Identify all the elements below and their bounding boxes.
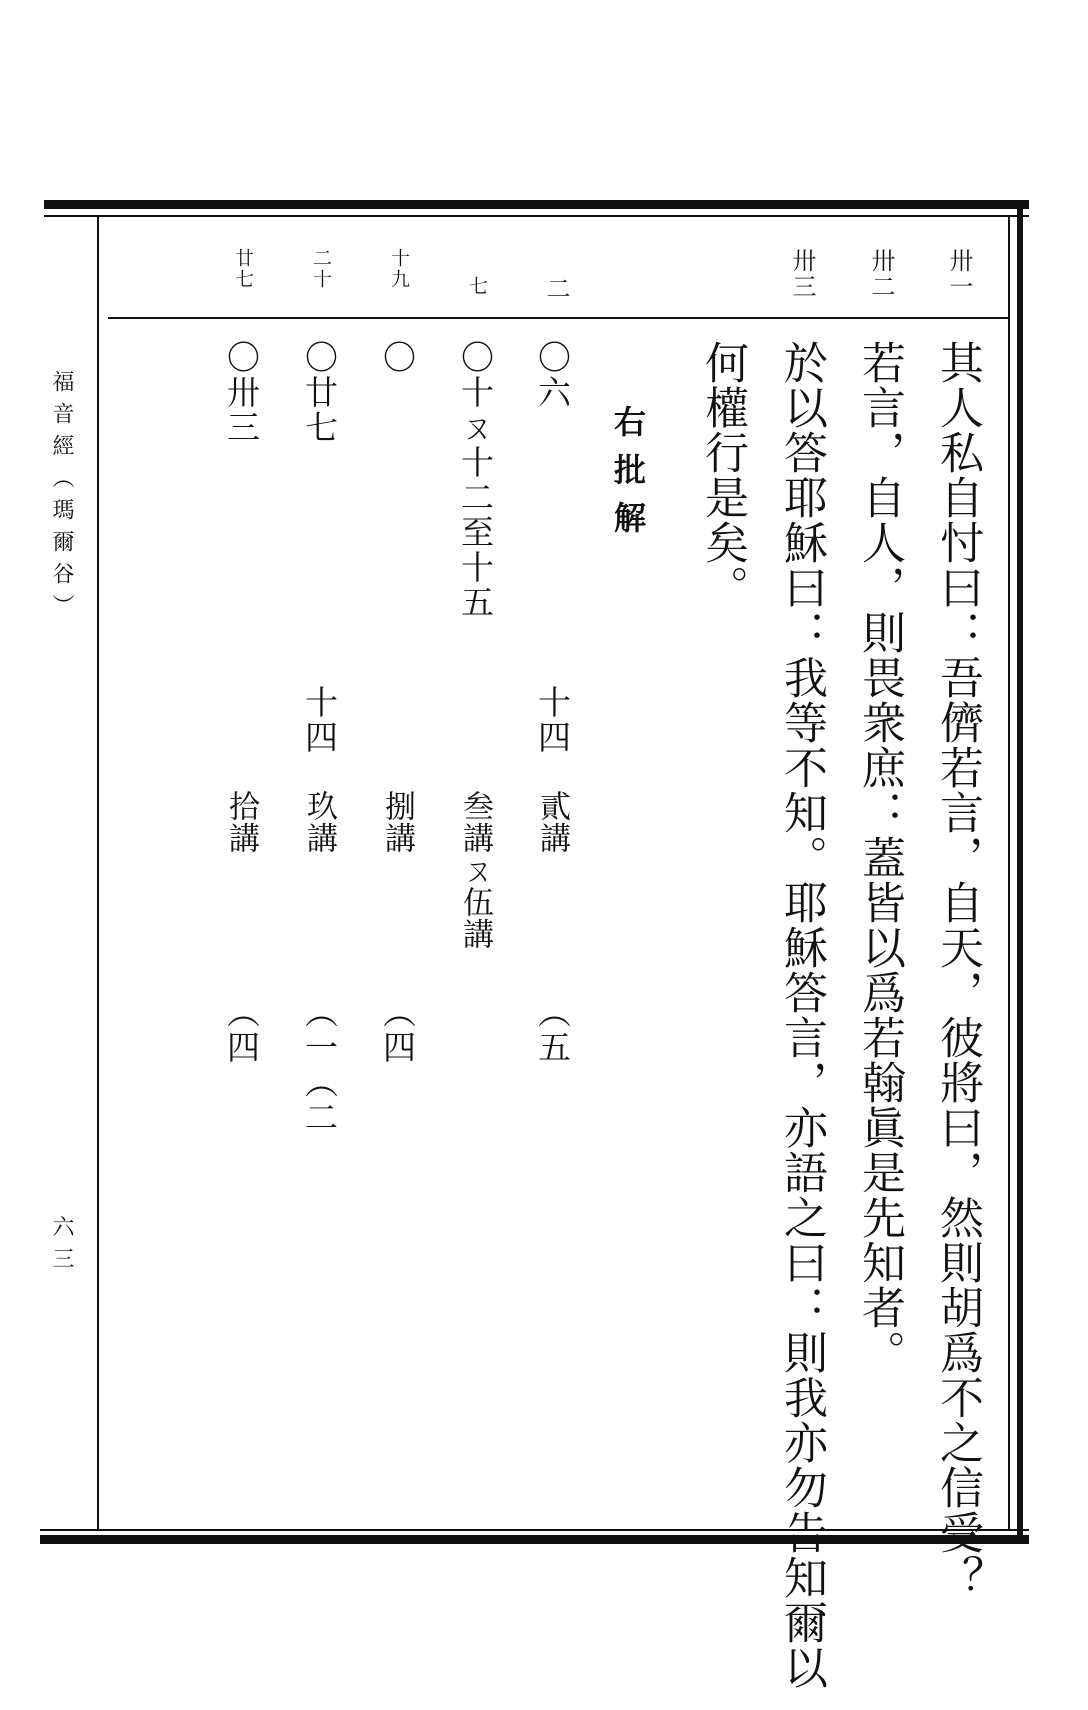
index-lecture: 捌講 <box>379 790 415 854</box>
frame-bottom-rule <box>40 1535 1029 1544</box>
margin-title: 福音經（瑪爾谷） <box>49 370 74 626</box>
chapter-number: 二十 <box>310 248 332 290</box>
frame-top-rule <box>44 200 1029 209</box>
chapter-number: 七 <box>466 276 488 297</box>
index-paren: （四 <box>378 995 417 1065</box>
index-lecture: 叁講ㄡ伍講 <box>457 790 493 950</box>
chapter-number: 二 <box>542 276 570 302</box>
index-paren: （一（二 <box>300 995 339 1135</box>
margin-page-number: 六三 <box>49 1215 74 1279</box>
index-count: 十四 <box>533 685 572 755</box>
index-verses: 〇廿七 <box>300 340 339 445</box>
section-heading: 右批解 <box>609 405 647 549</box>
verse-number-32: 卅二 <box>867 248 895 300</box>
index-paren: （五 <box>533 995 572 1065</box>
header-divider <box>108 317 1008 319</box>
index-count: 十四 <box>300 685 339 755</box>
frame-right-inner-rule <box>1008 215 1010 1531</box>
index-paren: （四 <box>222 995 261 1065</box>
verse-text: 其人私自忖曰：吾儕若言，自天，彼將曰，然則胡爲不之信受？ <box>932 340 983 1600</box>
frame-right-rule <box>1017 200 1023 1544</box>
chapter-number: 廿七 <box>232 248 254 290</box>
index-lecture: 貳講 <box>534 790 570 854</box>
frame-top-inner-rule <box>44 215 1029 217</box>
frame-left-rule <box>97 217 99 1529</box>
verse-text: 於以答耶穌曰：我等不知。耶穌答言，亦語之曰：則我亦勿告知爾以 <box>776 340 827 1690</box>
index-lecture: 玖講 <box>301 790 337 854</box>
index-verses: 〇卅三 <box>222 340 261 445</box>
index-verses: 〇六 <box>533 340 572 410</box>
verse-text: 若言，自人，則畏衆庶：蓋皆以爲若翰眞是先知者。 <box>854 340 905 1375</box>
index-verses: 〇十ㄡ十二至十五 <box>456 340 495 620</box>
index-verses: 〇 <box>378 340 417 375</box>
frame-bottom-inner-rule <box>40 1529 1029 1531</box>
verse-number-33: 卅三 <box>788 248 816 300</box>
verse-number-31: 卅一 <box>945 248 973 300</box>
verse-text: 何權行是矣。 <box>697 340 748 610</box>
chapter-number: 十九 <box>388 248 410 290</box>
index-lecture: 拾講 <box>223 790 259 854</box>
